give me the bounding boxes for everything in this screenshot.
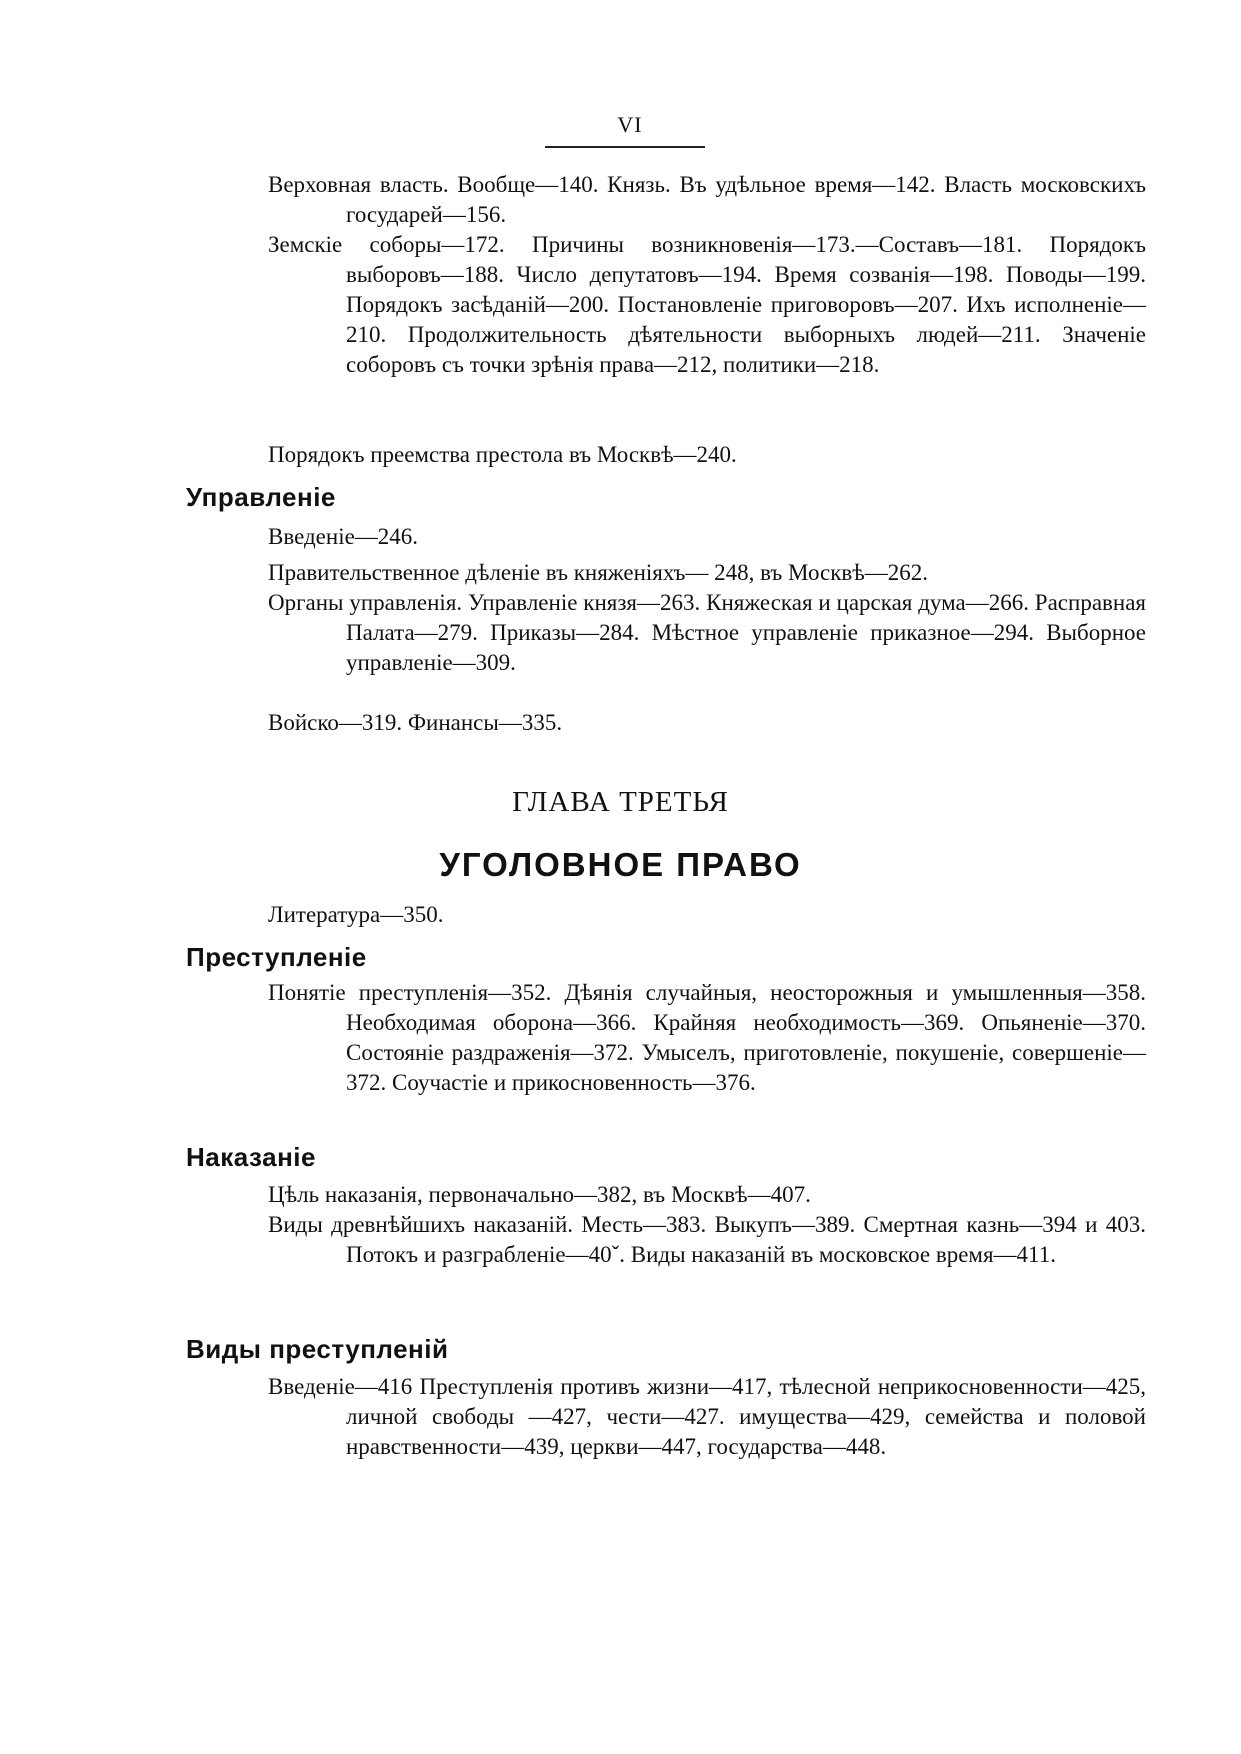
toc-entry: Правительственное дѣленіе въ княженіяхъ— 248, въ Москвѣ—262. xyxy=(268,560,928,585)
toc-entry: Введеніе—246. xyxy=(268,524,419,549)
toc-entry: Виды древнѣйшихъ наказаній. Месть—383. Выкупъ—389. Смертная казнь—394 и 403. Потокъ и разграбленіе—40ˇ. Виды наказаній въ московское время—411. xyxy=(268,1212,1146,1267)
toc-entry: Порядокъ преемства престола въ Москвѣ—240. xyxy=(268,442,737,467)
toc-entry: Верховная власть. Вообще—140. Князь. Въ удѣльное время—142. Власть московскихъ государей—156. xyxy=(268,172,1146,227)
chapter-label: ГЛАВА ТРЕТЬЯ xyxy=(512,786,729,818)
toc-entry: Цѣль наказанія, первоначально—382, въ Москвѣ—407. xyxy=(268,1182,811,1207)
toc-entry: Введеніе—416 Преступленія противъ жизни—417, тѣлесной неприкосновенности—425, личной свободы —427, чести—427. имущества—429, семейства и половой нравственности—439, церкви—447, государства—448. xyxy=(268,1374,1146,1459)
chapter-title: УГОЛОВНОЕ ПРАВО xyxy=(439,846,802,883)
section-heading: Преступленіе xyxy=(186,942,367,972)
page-number-rule xyxy=(545,146,705,148)
toc-entry: Понятіе преступленія—352. Дѣянія случайныя, неосторожныя и умышленныя—358. Необходимая оборона—366. Крайняя необходимость—369. Опьяненіе—370. Состояніе раздраженія—372. Умыселъ, приготовленіе, покушеніе, совершеніе—372. Соучастіе и прикосновенность—376. xyxy=(268,980,1146,1095)
page-number: VI xyxy=(617,112,643,137)
section-heading: Наказаніе xyxy=(186,1142,316,1172)
toc-entry: Литература—350. xyxy=(268,902,444,927)
toc-entry: Земскіе соборы—172. Причины возникновенія—173.—Составъ—181. Порядокъ выборовъ—188. Число депутатовъ—194. Время созванія—198. Поводы—199. Порядокъ засѣданій—200. Постановленіе приговоровъ—207. Ихъ исполненіе—210. Продолжительность дѣятельности выборныхъ людей—211. Значеніе соборовъ съ точки зрѣнія права—212, политики—218. xyxy=(268,232,1146,377)
section-heading: Управленіе xyxy=(186,482,336,512)
toc-entry: Войско—319. Финансы—335. xyxy=(268,710,563,735)
toc-entry: Органы управленія. Управленіе князя—263. Княжеская и царская дума—266. Расправная Палата—279. Приказы—284. Мѣстное управленіе приказное—294. Выборное управленіе—309. xyxy=(268,590,1146,675)
section-heading: Виды преступленій xyxy=(186,1334,449,1364)
